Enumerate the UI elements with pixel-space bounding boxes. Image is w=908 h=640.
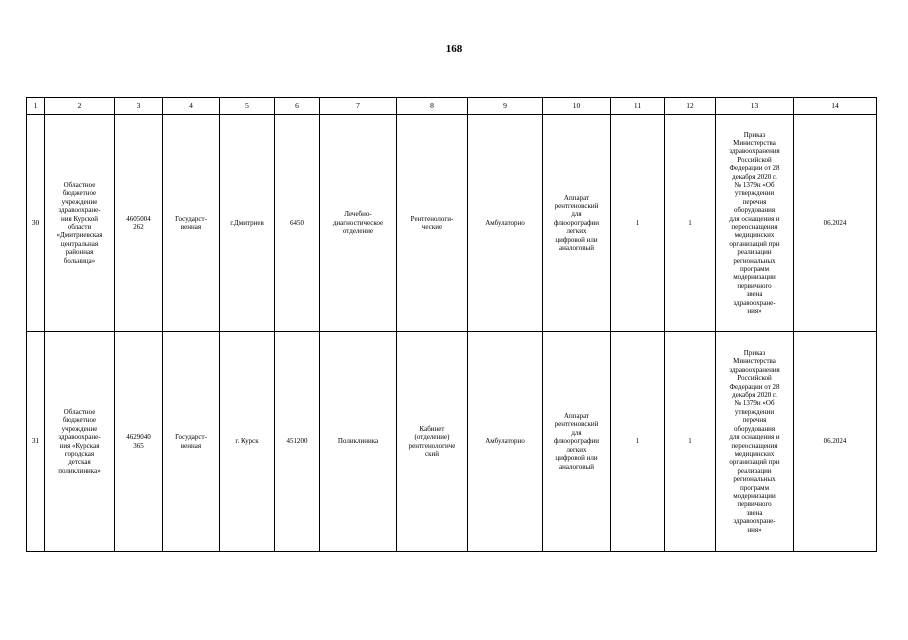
column-header: 6 — [275, 98, 320, 115]
organization-cell — [45, 115, 115, 332]
table-header-row — [27, 98, 877, 115]
care-type-cell — [468, 115, 543, 332]
care-type-cell — [468, 332, 543, 552]
organization-name: Областное бюджетное учреждение здравоохране- ния «Курская городская детская поликлиника» — [58, 407, 101, 475]
department-cell — [320, 115, 397, 332]
ownership-type: Государст- венная — [175, 214, 207, 231]
inn-cell — [115, 115, 163, 332]
population-cell — [275, 115, 320, 332]
equipment-cell — [543, 332, 611, 552]
department-name: Лечебно- диагностическое отделение — [332, 210, 384, 236]
department-cell — [320, 332, 397, 552]
quantity-cell — [665, 332, 716, 552]
inn-value: 4605004 262 — [126, 214, 151, 231]
equipment-name: Аппарат рентгеновский для флюорографии легких цифровой или аналоговый — [553, 412, 600, 471]
population-cell — [275, 332, 320, 552]
column-header: 1 — [27, 98, 45, 115]
column-header: 4 — [163, 98, 220, 115]
basis-cell — [716, 332, 794, 552]
city-name: г.Дмитриев — [230, 218, 264, 227]
city-cell — [220, 332, 275, 552]
quantity-cell — [611, 115, 665, 332]
quantity-value: 1 — [688, 218, 692, 227]
city-name: г. Курск — [235, 437, 259, 446]
organization-name: Областное бюджетное учреждение здравоохране- ния Курской области «Дмитриевская центральная районная больница» — [56, 180, 103, 265]
basis-cell — [716, 115, 794, 332]
column-header: 11 — [611, 98, 665, 115]
equipment-cell — [543, 115, 611, 332]
column-header: 3 — [115, 98, 163, 115]
unit-name: Кабинет (отделение) рентгенологиче ский — [408, 424, 456, 458]
row-number: 31 — [31, 436, 40, 446]
quantity-value: 1 — [635, 218, 640, 227]
ownership-cell — [163, 332, 220, 552]
column-header: 10 — [543, 98, 611, 115]
inn-cell — [115, 332, 163, 552]
due-date: 06.2024 — [823, 218, 847, 227]
table-row — [27, 332, 877, 552]
quantity-cell — [611, 332, 665, 552]
quantity-cell — [665, 115, 716, 332]
column-header: 5 — [220, 98, 275, 115]
date-cell — [794, 332, 877, 552]
column-header: 2 — [45, 98, 115, 115]
ownership-cell — [163, 115, 220, 332]
city-cell — [220, 115, 275, 332]
unit-cell — [397, 332, 468, 552]
unit-cell — [397, 115, 468, 332]
population-value: 6450 — [290, 218, 304, 227]
department-name: Поликлиника — [337, 437, 379, 446]
basis-document: Приказ Министерства здравоохранения Российской Федерации от 28 декабря 2020 г. № 1379н «Об утверждении перечня оборудования для оснащения и переоснащения медицинских организаций при реализации региональных программ модернизации первичного звена здравоохране- ния» — [729, 130, 780, 316]
quantity-value: 1 — [635, 437, 640, 446]
inn-value: 4629040 365 — [126, 433, 151, 450]
quantity-value: 1 — [688, 437, 692, 446]
column-header: 14 — [794, 98, 877, 115]
row-number-cell — [27, 332, 45, 552]
row-number-cell — [27, 115, 45, 332]
column-header: 13 — [716, 98, 794, 115]
ownership-type: Государст- венная — [175, 433, 207, 450]
care-type: Амбулаторно — [485, 437, 525, 446]
date-cell — [794, 115, 877, 332]
organization-cell — [45, 332, 115, 552]
table-row — [27, 115, 877, 332]
page-number: 168 — [445, 43, 463, 55]
equipment-name: Аппарат рентгеновский для флюорографии легких цифровой или аналоговый — [553, 193, 600, 253]
due-date: 06.2024 — [823, 437, 847, 446]
column-header: 9 — [468, 98, 543, 115]
basis-document: Приказ Министерства здравоохранения Российской Федерации от 28 декабря 2020 г. № 1379н «Об утверждении перечня оборудования для оснащения и переоснащения медицинских организаций при реализации региональных программ модернизации первичного звена здравоохране- ния» — [729, 349, 780, 534]
population-value: 451200 — [286, 437, 308, 446]
unit-name: Рентгенологи- ческие — [410, 214, 454, 231]
column-header: 8 — [397, 98, 468, 115]
column-header: 7 — [320, 98, 397, 115]
care-type: Амбулаторно — [485, 218, 525, 227]
column-header: 12 — [665, 98, 716, 115]
equipment-table — [26, 97, 877, 552]
row-number: 30 — [31, 217, 40, 227]
